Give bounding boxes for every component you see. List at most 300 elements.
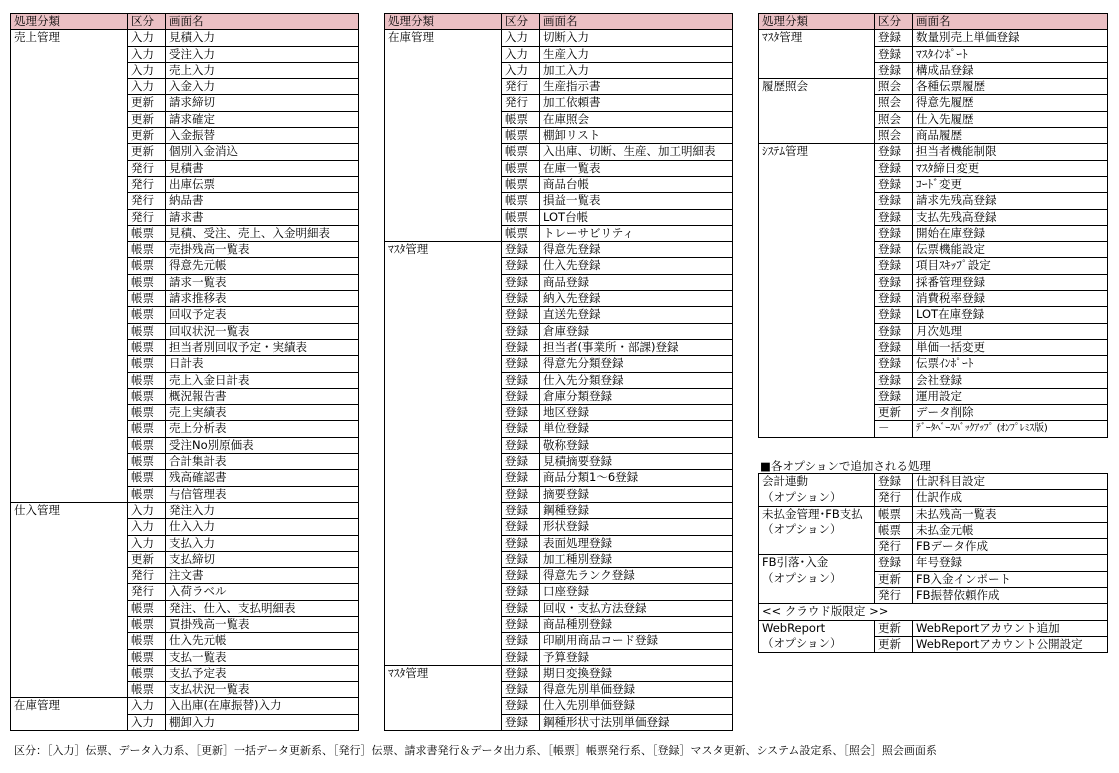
category-cell: ﾏｽﾀ管理 [759, 30, 875, 79]
type-cell: 入力 [128, 535, 166, 551]
type-cell: 登録 [502, 372, 540, 388]
header-category: 処理分類 [11, 14, 128, 30]
screen-cell: 敬称登録 [540, 437, 733, 453]
type-cell: 照会 [875, 128, 913, 144]
type-cell: 登録 [875, 555, 913, 571]
table-row [385, 30, 733, 46]
screen-cell: 仕入先元帳 [166, 633, 359, 649]
screen-cell: 売上実績表 [166, 405, 359, 421]
type-cell: 帳票 [128, 486, 166, 502]
type-cell: 帳票 [128, 649, 166, 665]
type-cell: 発行 [128, 160, 166, 176]
type-cell: 登録 [875, 160, 913, 176]
table-row [11, 30, 359, 46]
screen-cell: 発注入力 [166, 502, 359, 518]
type-cell: 入力 [502, 30, 540, 46]
type-cell: 登録 [875, 46, 913, 62]
type-legend: 区分：［入力］伝票、データ入力系、［更新］一括データ更新系、［発行］伝票、請求書発行＆データ出力系、［帳票］帳票発行系、［登録］マスタ更新、システム設定系、［照会］照会画面系 [14, 744, 937, 757]
type-cell: 登録 [502, 600, 540, 616]
screen-cell: 見積、受注、売上、入金明細表 [166, 225, 359, 241]
option-row [759, 555, 1108, 571]
screen-cell: 見積入力 [166, 30, 359, 46]
option-row [759, 506, 1108, 522]
screen-cell: 在庫一覧表 [540, 160, 733, 176]
screen-cell: 商品登録 [540, 274, 733, 290]
type-cell: 登録 [502, 584, 540, 600]
screen-cell: 請求一覧表 [166, 274, 359, 290]
header-screen: 画面名 [166, 14, 359, 30]
type-cell: 更新 [128, 111, 166, 127]
type-cell: 帳票 [128, 470, 166, 486]
screen-cell: FBデータ作成 [913, 539, 1108, 555]
screen-cell: 入荷ラベル [166, 584, 359, 600]
screen-cell: 支払状況一覧表 [166, 682, 359, 698]
screen-cell: 損益一覧表 [540, 193, 733, 209]
type-cell: 登録 [502, 307, 540, 323]
type-cell: 入力 [128, 698, 166, 714]
screen-cell: 回収予定表 [166, 307, 359, 323]
type-cell: 登録 [502, 682, 540, 698]
screen-cell: ﾏｽﾀ締日変更 [913, 160, 1108, 176]
screen-cell: 加工入力 [540, 62, 733, 78]
type-cell: 登録 [875, 474, 913, 490]
type-cell: 登録 [502, 486, 540, 502]
type-cell: 照会 [875, 79, 913, 95]
category-cell: 仕入管理 [11, 502, 128, 698]
option-row [759, 522, 1108, 538]
screen-cell: 在庫照会 [540, 111, 733, 127]
table-row [385, 242, 733, 258]
category-cell: 在庫管理 [11, 698, 128, 731]
header-type: 区分 [502, 14, 540, 30]
screen-cell: WebReportアカウント追加 [913, 620, 1108, 636]
category-cell: ﾏｽﾀ管理 [385, 665, 502, 730]
type-cell: 更新 [128, 551, 166, 567]
type-cell: 登録 [502, 665, 540, 681]
screen-cell: 月次処理 [913, 323, 1108, 339]
type-cell: 登録 [502, 258, 540, 274]
screen-cell: 得意先登録 [540, 242, 733, 258]
screen-cell: 表面処理登録 [540, 535, 733, 551]
screen-cell: 請求書 [166, 209, 359, 225]
type-cell: 帳票 [128, 356, 166, 372]
options-table [758, 473, 1108, 653]
function-table-1 [10, 13, 359, 731]
screen-cell: 加工依頼書 [540, 95, 733, 111]
type-cell: 入力 [128, 519, 166, 535]
screen-cell: 形状登録 [540, 519, 733, 535]
header-category: 処理分類 [385, 14, 502, 30]
header-category: 処理分類 [759, 14, 875, 30]
type-cell: 帳票 [128, 421, 166, 437]
screen-cell: 受注入力 [166, 46, 359, 62]
screen-cell: 見積書 [166, 160, 359, 176]
option-name-cell [759, 588, 875, 604]
type-cell: 登録 [502, 274, 540, 290]
screen-cell: 消費税率登録 [913, 291, 1108, 307]
type-cell: 登録 [875, 62, 913, 78]
screen-cell: 口座登録 [540, 584, 733, 600]
type-cell: 帳票 [128, 225, 166, 241]
type-cell: 発行 [128, 193, 166, 209]
screen-cell: 摘要登録 [540, 486, 733, 502]
screen-cell: 担当者機能制限 [913, 144, 1108, 160]
type-cell: 更新 [128, 128, 166, 144]
type-cell: 登録 [875, 176, 913, 192]
type-cell: 帳票 [128, 323, 166, 339]
screen-cell: 切断入力 [540, 30, 733, 46]
type-cell: 登録 [502, 551, 540, 567]
screen-cell: 請求締切 [166, 95, 359, 111]
type-cell: 登録 [875, 193, 913, 209]
screen-cell: 伝票ｲﾝﾎﾟｰﾄ [913, 356, 1108, 372]
screen-cell: 納品書 [166, 193, 359, 209]
type-cell: 帳票 [128, 454, 166, 470]
type-cell: 帳票 [128, 388, 166, 404]
screen-cell: 未払金元帳 [913, 522, 1108, 538]
table-row [759, 144, 1108, 160]
type-cell: 登録 [502, 568, 540, 584]
type-cell: 登録 [875, 242, 913, 258]
type-cell: 登録 [502, 616, 540, 632]
type-cell: 帳票 [128, 405, 166, 421]
screen-cell: 担当者(事業所・部課)登録 [540, 339, 733, 355]
screen-cell: 回収・支払方法登録 [540, 600, 733, 616]
type-cell: 登録 [875, 323, 913, 339]
cloud-note-row [759, 604, 1108, 620]
type-cell: 発行 [875, 490, 913, 506]
type-cell: 帳票 [128, 372, 166, 388]
type-cell: 登録 [875, 356, 913, 372]
screen-cell: 商品履歴 [913, 128, 1108, 144]
type-cell: 登録 [502, 502, 540, 518]
screen-cell: トレーサビリティ [540, 225, 733, 241]
screen-cell: 棚卸リスト [540, 128, 733, 144]
screen-cell: 構成品登録 [913, 62, 1108, 78]
type-cell: 入力 [128, 62, 166, 78]
type-cell: 帳票 [128, 682, 166, 698]
screen-cell: 仕入先登録 [540, 258, 733, 274]
screen-cell: 支払先残高登録 [913, 209, 1108, 225]
type-cell: 登録 [875, 291, 913, 307]
screen-cell: 伝票機能設定 [913, 242, 1108, 258]
screen-cell: 各種伝票履歴 [913, 79, 1108, 95]
option-row [759, 636, 1108, 652]
screen-cell: 回収状況一覧表 [166, 323, 359, 339]
screen-cell: ﾏｽﾀｲﾝﾎﾟｰﾄ [913, 46, 1108, 62]
type-cell: 入力 [502, 62, 540, 78]
type-cell: 登録 [502, 633, 540, 649]
screen-cell: 得意先別単価登録 [540, 682, 733, 698]
type-cell: 登録 [875, 388, 913, 404]
type-cell: 登録 [502, 421, 540, 437]
type-cell: 帳票 [502, 209, 540, 225]
screen-cell: 請求確定 [166, 111, 359, 127]
header-row [11, 14, 359, 30]
screen-cell: WebReportアカウント公開設定 [913, 636, 1108, 652]
screen-cell: 得意先元帳 [166, 258, 359, 274]
type-cell: 登録 [502, 437, 540, 453]
screen-cell: データ削除 [913, 405, 1108, 421]
screen-cell: 入出庫、切断、生産、加工明細表 [540, 144, 733, 160]
category-cell: 在庫管理 [385, 30, 502, 242]
screen-cell: 合計集計表 [166, 454, 359, 470]
header-screen: 画面名 [540, 14, 733, 30]
type-cell: 更新 [875, 620, 913, 636]
type-cell: 登録 [875, 30, 913, 46]
option-name-cell: 会計連動 [759, 474, 875, 490]
type-cell: 発行 [128, 176, 166, 192]
table-row [385, 665, 733, 681]
screen-cell: 仕入先分類登録 [540, 372, 733, 388]
options-section-title: ■各オプションで追加される処理 [760, 459, 931, 473]
screen-cell: 開始在庫登録 [913, 225, 1108, 241]
screen-cell: 売掛残高一覧表 [166, 242, 359, 258]
screen-cell: 納入先登録 [540, 291, 733, 307]
screen-cell: 出庫伝票 [166, 176, 359, 192]
screen-cell: 入金振替 [166, 128, 359, 144]
screen-cell: 予算登録 [540, 649, 733, 665]
type-cell: 帳票 [128, 242, 166, 258]
type-cell: 登録 [502, 405, 540, 421]
cloud-only-note: << クラウド版限定 >> [759, 604, 1108, 620]
screen-cell: 単位登録 [540, 421, 733, 437]
screen-cell: 入金入力 [166, 79, 359, 95]
type-cell: 帳票 [128, 616, 166, 632]
type-cell: 登録 [875, 274, 913, 290]
screen-cell: 個別入金消込 [166, 144, 359, 160]
screen-cell: 請求先残高登録 [913, 193, 1108, 209]
screen-cell: FB振替依頼作成 [913, 588, 1108, 604]
screen-cell: 生産入力 [540, 46, 733, 62]
screen-cell: 発注、仕入、支払明細表 [166, 600, 359, 616]
option-name-cell: （オプション） [759, 490, 875, 506]
screen-cell: 単価一括変更 [913, 339, 1108, 355]
option-row [759, 571, 1108, 587]
type-cell: 発行 [128, 568, 166, 584]
screen-cell: 概況報告書 [166, 388, 359, 404]
type-cell: 発行 [128, 209, 166, 225]
header-row [759, 14, 1108, 30]
type-cell: 入力 [128, 46, 166, 62]
screen-cell: LOT在庫登録 [913, 307, 1108, 323]
type-cell: 更新 [875, 405, 913, 421]
type-cell: 登録 [875, 339, 913, 355]
option-row [759, 490, 1108, 506]
type-cell: 帳票 [128, 339, 166, 355]
option-name-cell [759, 539, 875, 555]
type-cell: 登録 [875, 144, 913, 160]
screen-cell: 残高確認書 [166, 470, 359, 486]
screen-cell: 得意先分類登録 [540, 356, 733, 372]
header-type: 区分 [875, 14, 913, 30]
screen-cell: 仕入先履歴 [913, 111, 1108, 127]
screen-cell: 倉庫登録 [540, 323, 733, 339]
option-name-cell: 未払金管理･FB支払 [759, 506, 875, 522]
screen-cell: 地区登録 [540, 405, 733, 421]
option-row [759, 620, 1108, 636]
type-cell: 帳票 [128, 258, 166, 274]
type-cell: 帳票 [502, 176, 540, 192]
screen-cell: 入出庫(在庫振替)入力 [166, 698, 359, 714]
screen-cell: 売上分析表 [166, 421, 359, 437]
screen-cell: 支払入力 [166, 535, 359, 551]
screen-cell: LOT台帳 [540, 209, 733, 225]
screen-cell: ｺｰﾄﾞ変更 [913, 176, 1108, 192]
screen-cell: 棚卸入力 [166, 714, 359, 730]
option-name-cell: （オプション） [759, 571, 875, 587]
type-cell: 登録 [502, 242, 540, 258]
type-cell: 帳票 [128, 600, 166, 616]
screen-cell: 得意先ランク登録 [540, 568, 733, 584]
type-cell: 帳票 [502, 225, 540, 241]
screen-cell: 仕訳作成 [913, 490, 1108, 506]
type-cell: 登録 [502, 470, 540, 486]
type-cell: 登録 [875, 209, 913, 225]
option-name-cell: WebReport [759, 620, 875, 636]
type-cell: － [875, 421, 913, 437]
type-cell: 帳票 [128, 665, 166, 681]
type-cell: 帳票 [502, 144, 540, 160]
type-cell: 入力 [128, 30, 166, 46]
screen-cell: 仕入入力 [166, 519, 359, 535]
screen-cell: ﾃﾞｰﾀﾍﾞｰｽﾊﾞｯｸｱｯﾌﾟ (ｵﾝﾌﾟﾚﾐｽ版) [913, 421, 1108, 437]
option-name-cell: FB引落･入金 [759, 555, 875, 571]
type-cell: 入力 [128, 79, 166, 95]
screen-cell: 支払締切 [166, 551, 359, 567]
screen-cell: 鋼種登録 [540, 502, 733, 518]
screen-cell: 年号登録 [913, 555, 1108, 571]
category-cell: ﾏｽﾀ管理 [385, 242, 502, 666]
screen-cell: 売上入力 [166, 62, 359, 78]
type-cell: 発行 [128, 584, 166, 600]
header-screen: 画面名 [913, 14, 1108, 30]
type-cell: 登録 [875, 307, 913, 323]
type-cell: 登録 [502, 454, 540, 470]
header-row [385, 14, 733, 30]
screen-cell: 生産指示書 [540, 79, 733, 95]
type-cell: 照会 [875, 95, 913, 111]
screen-cell: FB入金インポート [913, 571, 1108, 587]
type-cell: 登録 [502, 323, 540, 339]
type-cell: 登録 [502, 714, 540, 730]
screen-cell: 商品種別登録 [540, 616, 733, 632]
screen-cell: 印刷用商品コード登録 [540, 633, 733, 649]
screen-cell: 直送先登録 [540, 307, 733, 323]
option-name-cell: （オプション） [759, 636, 875, 652]
type-cell: 発行 [875, 539, 913, 555]
type-cell: 帳票 [128, 437, 166, 453]
category-cell: 売上管理 [11, 30, 128, 503]
type-cell: 帳票 [128, 274, 166, 290]
option-row [759, 588, 1108, 604]
type-cell: 登録 [502, 519, 540, 535]
screen-cell: 注文書 [166, 568, 359, 584]
type-cell: 入力 [128, 502, 166, 518]
screen-cell: 売上入金日計表 [166, 372, 359, 388]
type-cell: 入力 [128, 714, 166, 730]
type-cell: 発行 [502, 79, 540, 95]
screen-cell: 請求推移表 [166, 291, 359, 307]
screen-cell: 未払残高一覧表 [913, 506, 1108, 522]
screen-cell: 運用設定 [913, 388, 1108, 404]
screen-cell: 商品台帳 [540, 176, 733, 192]
type-cell: 登録 [502, 649, 540, 665]
type-cell: 更新 [875, 636, 913, 652]
screen-cell: 与信管理表 [166, 486, 359, 502]
screen-cell: 仕訳科目設定 [913, 474, 1108, 490]
type-cell: 帳票 [502, 111, 540, 127]
table-row [759, 79, 1108, 95]
screen-cell: 数量別売上単価登録 [913, 30, 1108, 46]
table-row [11, 502, 359, 518]
screen-cell: 鋼種形状寸法別単価登録 [540, 714, 733, 730]
table-row [11, 698, 359, 714]
type-cell: 更新 [128, 95, 166, 111]
category-cell: 履歴照会 [759, 79, 875, 144]
screen-cell: 支払予定表 [166, 665, 359, 681]
category-cell: ｼｽﾃﾑ管理 [759, 144, 875, 437]
type-cell: 帳票 [875, 506, 913, 522]
type-cell: 登録 [502, 356, 540, 372]
screen-cell: 得意先履歴 [913, 95, 1108, 111]
screen-cell: 採番管理登録 [913, 274, 1108, 290]
screen-cell: 受注No別原価表 [166, 437, 359, 453]
type-cell: 登録 [502, 388, 540, 404]
type-cell: 登録 [502, 698, 540, 714]
type-cell: 登録 [502, 291, 540, 307]
option-name-cell: （オプション） [759, 522, 875, 538]
table-row [759, 30, 1108, 46]
type-cell: 帳票 [875, 522, 913, 538]
screen-cell: 倉庫分類登録 [540, 388, 733, 404]
screen-cell: 商品分類1～6登録 [540, 470, 733, 486]
screen-cell: 見積摘要登録 [540, 454, 733, 470]
screen-cell: 仕入先別単価登録 [540, 698, 733, 714]
screen-cell: 支払一覧表 [166, 649, 359, 665]
type-cell: 帳票 [502, 128, 540, 144]
screen-cell: 期日変換登録 [540, 665, 733, 681]
type-cell: 帳票 [128, 307, 166, 323]
type-cell: 登録 [875, 225, 913, 241]
option-row [759, 539, 1108, 555]
screen-cell: 日計表 [166, 356, 359, 372]
type-cell: 帳票 [128, 633, 166, 649]
type-cell: 照会 [875, 111, 913, 127]
type-cell: 入力 [502, 46, 540, 62]
type-cell: 登録 [502, 535, 540, 551]
type-cell: 発行 [875, 588, 913, 604]
type-cell: 登録 [875, 258, 913, 274]
header-type: 区分 [128, 14, 166, 30]
type-cell: 発行 [502, 95, 540, 111]
screen-cell: 買掛残高一覧表 [166, 616, 359, 632]
screen-cell: 項目ｽｷｯﾌﾟ設定 [913, 258, 1108, 274]
screen-cell: 会社登録 [913, 372, 1108, 388]
type-cell: 帳票 [502, 160, 540, 176]
function-table-2 [384, 13, 733, 731]
function-table-3 [758, 13, 1108, 438]
option-row [759, 474, 1108, 490]
type-cell: 更新 [875, 571, 913, 587]
type-cell: 登録 [875, 372, 913, 388]
type-cell: 帳票 [502, 193, 540, 209]
screen-cell: 加工種別登録 [540, 551, 733, 567]
screen-cell: 担当者別回収予定・実績表 [166, 339, 359, 355]
type-cell: 更新 [128, 144, 166, 160]
type-cell: 登録 [502, 339, 540, 355]
type-cell: 帳票 [128, 291, 166, 307]
